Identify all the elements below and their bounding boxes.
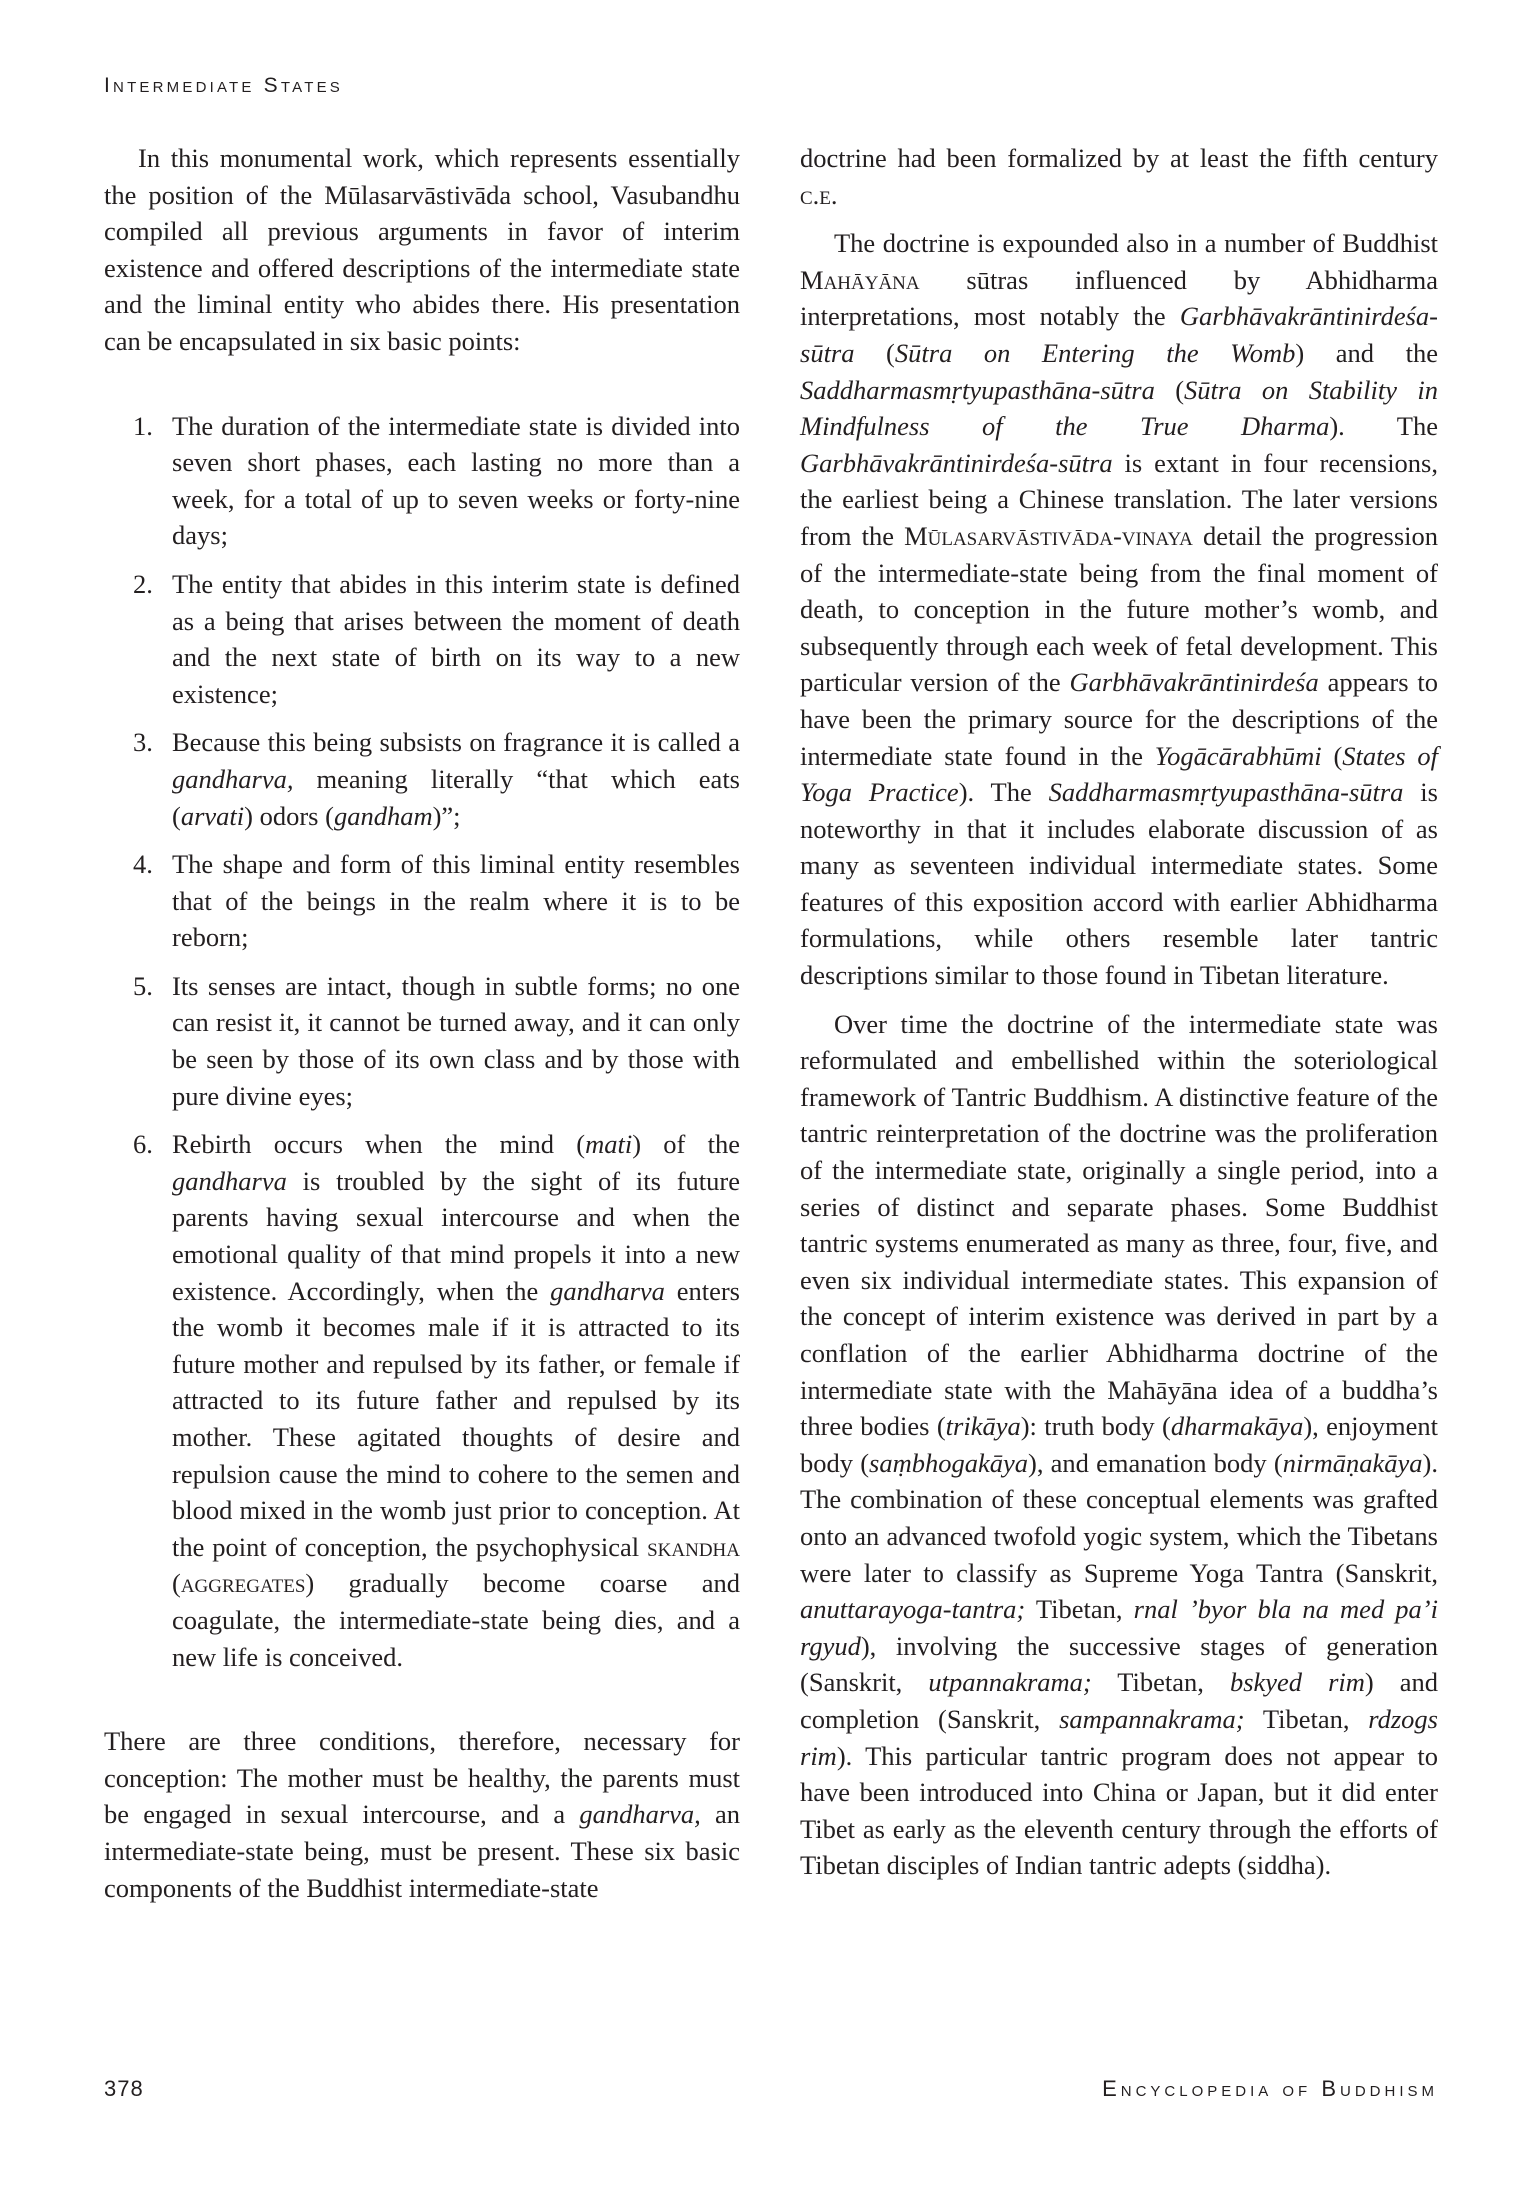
book-title: Encyclopedia of Buddhism: [1102, 2076, 1438, 2101]
italic-term: Sūtra on Entering the Womb: [894, 337, 1296, 368]
text-run: ). The combination of these conceptual elements was grafted onto an advanced twofold yogic system, which the Tibetans were later to classify as Supreme Yoga Tantra (Sanskrit,: [800, 1447, 1438, 1588]
text-run: ) odors (: [244, 800, 334, 831]
cross-reference: Mahāyāna: [800, 264, 920, 295]
italic-term: Garbhāvakrāntinirdeśa-sūtra: [800, 301, 1438, 368]
list-number: 6.: [133, 1129, 153, 1160]
list-item: [104, 968, 740, 1114]
italic-term: gandharva: [550, 1275, 665, 1306]
page-number: 378: [104, 2076, 144, 2101]
italic-term: mati: [585, 1129, 633, 1160]
text-run: meaning literally “that which eats (: [172, 763, 740, 831]
text-run: enters the womb it becomes male if it is attracted to its future mother and repulsed by its father, or female if attracted to its future father and repulsed by its mother. These agitated thoughts of desire and repulsion cause the mind to cohere to the semen and blood mixed in the womb just prior to conception. At the point of conception, the psychophysical: [172, 1275, 740, 1562]
text-run: Over time the doctrine of the intermediate state was reformulated and embellished within the soteriological framework of Tantric Buddhism. A distinctive feature of the tantric reinterpretation of the doctrine was the proliferation of the intermediate state, originally a single period, into a series of distinct and separate phases. Some Buddhist tantric systems enumerated as many as three, four, five, and even six individual intermediate states. This expansion of the concept of interim existence was derived in part by a conflation of the earlier Abhidharma doctrine of the intermediate state with the Mahāyāna idea of a buddha’s three bodies (: [800, 1008, 1438, 1442]
list-text: [172, 849, 740, 952]
text-run: ). The: [1329, 411, 1438, 442]
italic-term: Sūtra on Stability in Mindfulness of the True Dharma: [800, 374, 1438, 442]
italic-term: rnal ’byor bla na med pa’i rgyud: [800, 1594, 1438, 1661]
italic-term: saṃbhogakāya: [869, 1447, 1029, 1478]
list-item: [104, 408, 740, 554]
continuation-paragraph: [800, 140, 1438, 213]
text-run: Because this being subsists on fragrance it is called a: [172, 727, 740, 758]
text-run: ), enjoyment body (: [800, 1411, 1438, 1478]
cross-reference: skandha (aggregates): [172, 1531, 740, 1599]
text-run: The shape and form of this liminal entity resembles that of the beings in the realm where it is to be reborn;: [172, 849, 740, 953]
italic-term: arvati: [180, 800, 245, 831]
text-run: )”;: [432, 800, 461, 831]
italic-term: States of Yoga Practice: [800, 740, 1439, 808]
right-column: [800, 140, 1438, 1884]
text-run: ): truth body (: [1020, 1411, 1171, 1442]
text-run: sūtras influenced by Abhidharma interpretations, most notably the: [800, 264, 1438, 332]
italic-term: gandharva,: [172, 763, 294, 794]
text-run: ), involving the successive stages of generation (Sanskrit,: [800, 1630, 1438, 1698]
text-run: is troubled by the sight of its future parents having sexual intercourse and when the emotional quality of that mind propels it into a new existence. Accordingly, when the: [172, 1165, 740, 1306]
italic-term: gandham: [333, 800, 433, 831]
text-run: Tibetan,: [1244, 1703, 1369, 1734]
list-item: [104, 566, 740, 712]
cross-reference: Mūlasarvāstivāda-vinaya: [904, 520, 1193, 551]
text-run: Tibetan,: [1091, 1667, 1230, 1698]
italic-term: gandharva,: [579, 1799, 701, 1830]
text-run: ) and the: [1295, 337, 1438, 368]
list-item: [104, 846, 740, 956]
list-number: 5.: [133, 970, 153, 1001]
text-run: appears to have been the primary source for the descriptions of the intermediate state found in the: [800, 667, 1438, 771]
text-run: ). The: [958, 777, 1049, 808]
italic-term: nirmāṇakāya: [1282, 1447, 1423, 1478]
list-number: 1.: [133, 410, 153, 441]
italic-term: sampannakrama;: [1059, 1703, 1245, 1734]
paragraph-tantric: [800, 1006, 1438, 1884]
text-run: gradually become coarse and coagulate, the intermediate-state being dies, and a new life is conceived.: [172, 1568, 740, 1672]
italic-term: dharmakāya: [1170, 1411, 1304, 1442]
text-run: (: [1321, 740, 1343, 771]
left-column: [104, 140, 740, 1906]
list-text: [172, 971, 740, 1111]
italic-term: Saddharmasmṛtyupasthāna-sūtra: [800, 374, 1155, 405]
running-head: Intermediate States: [104, 74, 343, 97]
italic-term: bskyed rim: [1229, 1667, 1365, 1698]
list-item: [104, 1126, 740, 1675]
closing-paragraph: [104, 1723, 740, 1906]
list-text: [172, 727, 740, 830]
text-run: ). This particular tantric program does not appear to have been introduced into China or Japan, but it did enter Tibet as early as the eleventh century through the efforts of Tibetan disciples of Indian tantric adepts (siddha).: [800, 1740, 1438, 1881]
text-run: is extant in four recensions, the earliest being a Chinese translation. The later versions from the: [800, 447, 1438, 551]
text-run: (: [1154, 374, 1185, 405]
text-run: detail the progression of the intermediate-state being from the final moment of death, to conception in the future mother’s womb, and subsequently through each week of fetal development. This particular version of the: [800, 520, 1438, 698]
list-number: 4.: [133, 849, 153, 880]
text-run: Its senses are intact, though in subtle forms; no one can resist it, it cannot be turned away, and it can only be seen by those of its own class and by those with pure divine eyes;: [172, 970, 740, 1111]
text-run: is noteworthy in that it includes elaborate discussion of as many as seventeen individual intermediate states. Some features of this exposition accord with earlier Abhidharma formulations, while others resemble later tantric descriptions similar to those found in Tibetan literature.: [800, 777, 1438, 991]
cross-reference: c.e.: [800, 179, 838, 210]
italic-term: trikāya: [945, 1411, 1021, 1442]
text-run: Tibetan,: [1025, 1594, 1134, 1625]
text-run: an intermediate-state being, must be present. These six basic components of the Buddhist intermediate-state: [104, 1799, 741, 1903]
intro-paragraph: In this monumental work, which represents essentially the position of the Mūlasarvāstivāda school, Vasubandhu compiled all previous arguments in favor of interim existence and offered descriptions of the intermediate state and the liminal entity who abides there. His presentation can be encapsulated in six basic points:: [104, 143, 740, 356]
text-run: The entity that abides in this interim state is defined as a being that arises between the moment of death and the next state of birth on its way to a new existence;: [172, 568, 740, 709]
italic-term: Yogācārabhūmi: [1154, 740, 1322, 771]
text-run: The duration of the intermediate state is divided into seven short phases, each lasting no more than a week, for a total of up to seven weeks or forty-nine days;: [172, 410, 740, 551]
list-number: 2.: [133, 568, 153, 599]
paragraph-sutras: [800, 225, 1438, 993]
italic-term: rdzogs rim: [800, 1703, 1438, 1771]
text-run: (: [854, 337, 895, 368]
list-item: [104, 724, 740, 834]
italic-term: utpannakrama;: [928, 1667, 1092, 1698]
list-text: [172, 1129, 740, 1671]
list-text: [172, 569, 740, 709]
text-run: There are three conditions, therefore, necessary for conception: The mother must be healthy, the parents must be engaged in sexual intercourse, and a: [104, 1726, 740, 1830]
text-run: ) and completion (Sanskrit,: [800, 1667, 1438, 1734]
list-number: 3.: [133, 727, 153, 758]
italic-term: Garbhāvakrāntinirdeśa-sūtra: [800, 447, 1113, 478]
italic-term: gandharva: [172, 1165, 287, 1196]
text-run: Rebirth occurs when the mind (: [172, 1129, 586, 1160]
italic-term: Saddharmasmṛtyupasthāna-sūtra: [1048, 777, 1404, 808]
text-run: doctrine had been formalized by at least the fifth century: [800, 143, 1438, 173]
list-text: [172, 411, 740, 551]
italic-term: Garbhāvakrāntinirdeśa: [1069, 667, 1319, 698]
six-points-list: [104, 408, 740, 1676]
text-run: The doctrine is expounded also in a number of Buddhist: [834, 228, 1438, 259]
text-run: ) of the: [632, 1129, 740, 1160]
italic-term: anuttarayoga-tantra;: [800, 1594, 1026, 1625]
text-run: ), and emanation body (: [1028, 1447, 1283, 1478]
